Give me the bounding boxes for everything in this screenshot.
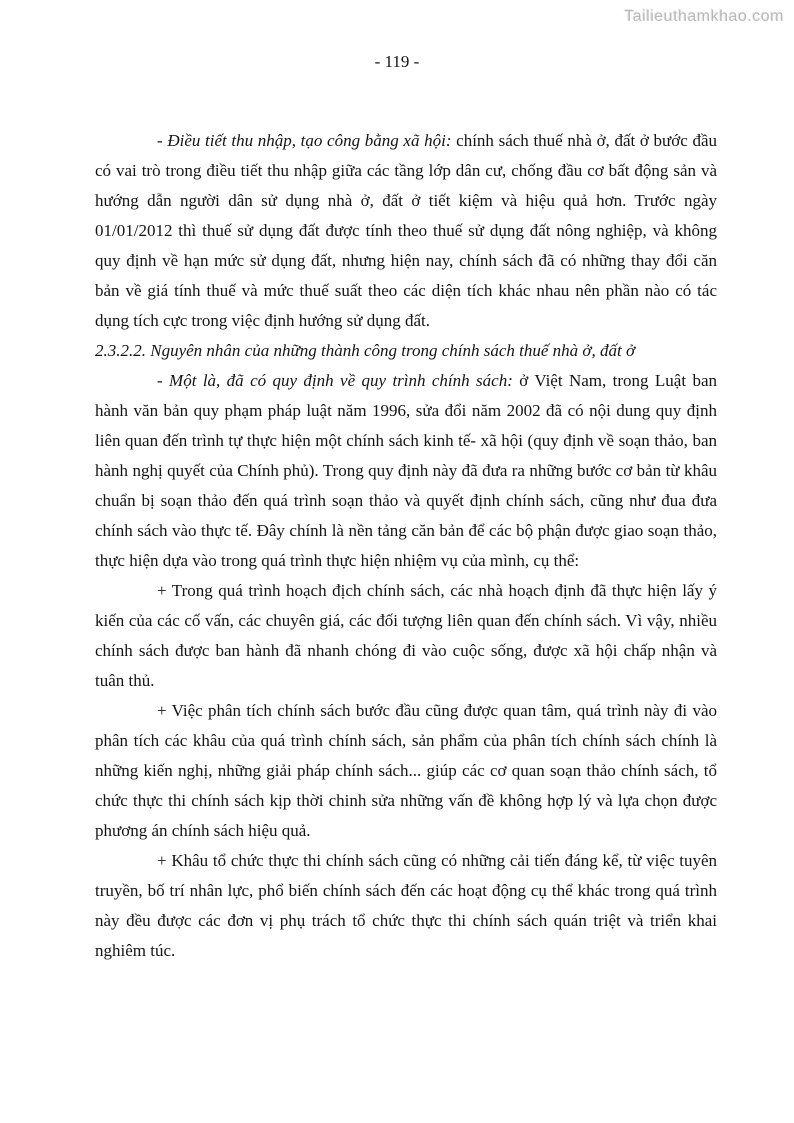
paragraph: - Một là, đã có quy định về quy trình chính sách: ở Việt Nam, trong Luật ban hành văn bản quy phạm pháp luật năm 1996, sửa đổi năm 2002 đã có nội dung quy định liên quan đến trình tự thực hiện một chính sách kinh tế- xã hội (quy định về soạn thảo, ban hành nghị quyết của Chính phủ). Trong quy định này đã đưa ra những bước cơ bản từ khâu chuẩn bị soạn thảo đến quá trình soạn thảo và quyết định chính sách, cũng như đua đưa chính sách vào thực tế. Đây chính là nền tảng căn bản để các bộ phận được giao soạn thảo, thực hiện dựa vào trong quá trình thực hiện nhiệm vụ của mình, cụ thể: <box>95 371 717 570</box>
section-heading: 2.3.2.2. Nguyên nhân của những thành công trong chính sách thuế nhà ở, đất ở <box>95 341 636 360</box>
paragraph: + Khâu tổ chức thực thi chính sách cũng có những cải tiến đáng kể, từ việc tuyên truyền, bố trí nhân lực, phổ biến chính sách đến các hoạt động cụ thể khác trong quá trình này đều được các đơn vị phụ trách tổ chức thực thi chính sách quán triệt và triển khai nghiêm túc. <box>95 851 717 960</box>
document-body <box>95 126 717 966</box>
paragraph-lead-italic: - Một là, đã có quy định về quy trình chính sách: <box>157 371 513 390</box>
paragraph-lead-italic: - Điều tiết thu nhập, tạo công bằng xã hội: <box>157 131 452 150</box>
watermark-text: Tailieuthamkhao.com <box>624 8 784 25</box>
paragraph: + Trong quá trình hoạch địch chính sách, các nhà hoạch định đã thực hiện lấy ý kiến của các cố vấn, các chuyên giá, các đối tượng liên quan đến chính sách. Vì vậy, nhiều chính sách được ban hành đã nhanh chóng đi vào cuộc sống, được xã hội chấp nhận và tuân thủ. <box>95 581 717 690</box>
paragraph: + Việc phân tích chính sách bước đầu cũng được quan tâm, quá trình này đi vào phân tích các khâu của quá trình chính sách, sản phẩm của phân tích chính sách chính là những kiến nghị, những giải pháp chính sách... giúp các cơ quan soạn thảo chính sách, tổ chức thực thi chính sách kịp thời chinh sửa những vấn đề không hợp lý và lựa chọn được phương án chính sách hiệu quả. <box>95 701 717 840</box>
paragraph: - Điều tiết thu nhập, tạo công bằng xã hội: chính sách thuế nhà ở, đất ở bước đầu có vai trò trong điều tiết thu nhập giữa các tầng lớp dân cư, chống đầu cơ bất động sản và hướng dẫn người dân sử dụng nhà ở, đất ở tiết kiệm và hiệu quả hơn. Trước ngày 01/01/2012 thì thuế sử dụng đất được tính theo thuế sử dụng đất nông nghiệp, và không quy định về hạn mức sử dụng đất, nhưng hiện nay, chính sách đã có những thay đổi căn bản về giá tính thuế và mức thuế suất theo các diện tích khác nhau nên phần nào có tác dụng tích cực trong việc định hướng sử dụng đất. <box>95 131 717 330</box>
page-number: - 119 - <box>374 52 420 71</box>
